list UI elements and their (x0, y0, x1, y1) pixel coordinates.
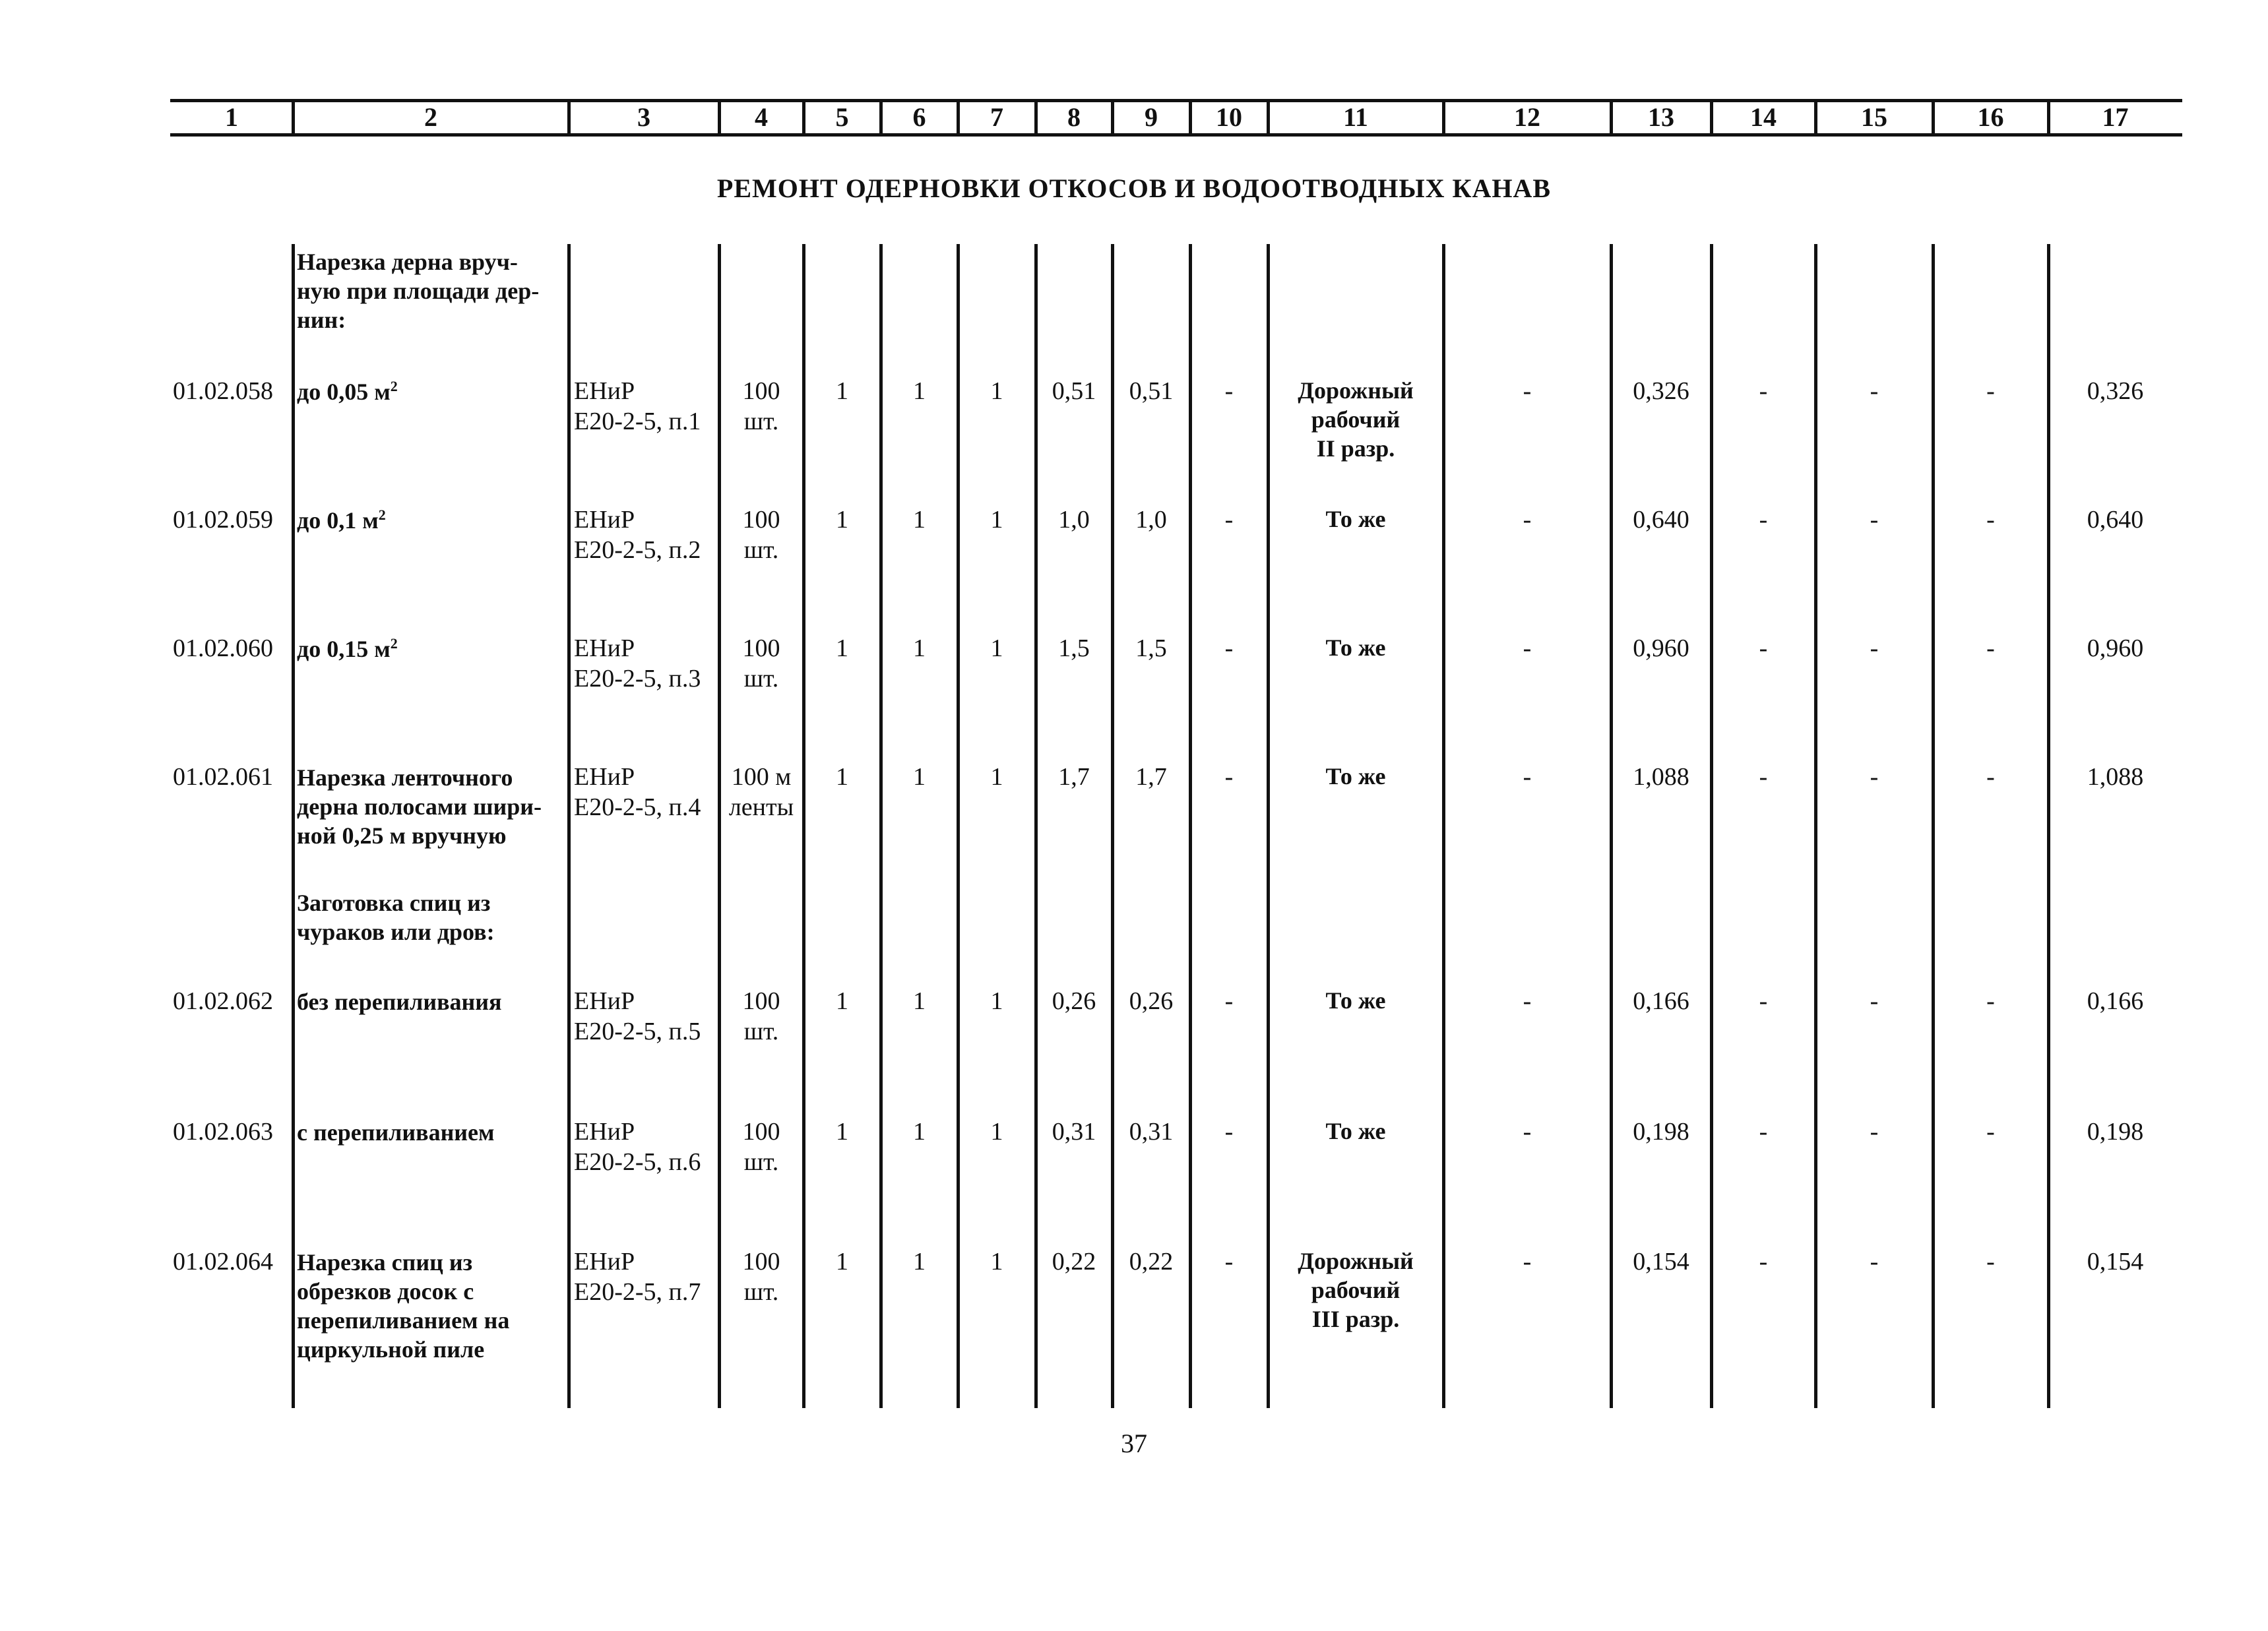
body-column-rule (1189, 244, 1192, 1408)
row-unit: 100 шт. (742, 634, 780, 692)
column-header-15: 15 (1861, 102, 1887, 132)
row-col-12: - (1523, 506, 1532, 534)
row-col-8: 1,5 (1058, 634, 1090, 662)
row-code: 01.02.059 (173, 506, 273, 534)
row-norm-reference: ЕНиР Е20-2-5, п.3 (574, 634, 701, 692)
row-description: Нарезка ленточного дерна полосами шири- ной 0,25 м вручную (297, 764, 542, 849)
row-col-12: - (1523, 377, 1532, 405)
row-unit: 100 шт. (742, 1118, 780, 1176)
row-col-15: - (1870, 634, 1879, 662)
row-col-6: 1 (913, 987, 926, 1015)
header-column-rule (879, 99, 883, 137)
row-col-8: 0,22 (1052, 1248, 1096, 1276)
row-col-17: 0,960 (2087, 634, 2144, 662)
row-col-5: 1 (836, 377, 848, 405)
header-column-rule (1932, 99, 1935, 137)
row-description: с перепиливанием (297, 1119, 495, 1146)
row-description: до 0,15 $м^2$ (297, 635, 398, 662)
row-col-8: 0,31 (1052, 1118, 1096, 1146)
body-column-rule (2047, 244, 2050, 1408)
superscript: 2 (378, 507, 386, 523)
row-col-10: - (1224, 763, 1234, 791)
section-title: РЕМОНТ ОДЕРНОВКИ ОТКОСОВ И ВОДООТВОДНЫХ КАНАВ (716, 173, 1552, 203)
row-col-12: - (1523, 1248, 1532, 1276)
row-norm-reference: ЕНиР Е20-2-5, п.5 (574, 987, 701, 1045)
row-col-10: - (1224, 1248, 1234, 1276)
row-col-16: - (1986, 506, 1995, 534)
header-column-rule (1442, 99, 1445, 137)
row-col-17: 0,326 (2087, 377, 2144, 405)
row-col-15: - (1870, 377, 1879, 405)
header-column-rule (957, 99, 960, 137)
row-col-14: - (1759, 634, 1768, 662)
header-column-rule (1710, 99, 1713, 137)
row-col-5: 1 (836, 1248, 848, 1276)
row-col-17: 1,088 (2087, 763, 2144, 791)
row-col-8: 1,7 (1058, 763, 1090, 791)
row-col-13: 0,154 (1633, 1248, 1689, 1276)
header-column-rule (567, 99, 571, 137)
header-column-rule (1189, 99, 1192, 137)
row-col-17: 0,154 (2087, 1248, 2144, 1276)
row-unit: 100 шт. (742, 377, 780, 435)
row-col-17: 0,640 (2087, 506, 2144, 534)
row-col-10: - (1224, 987, 1234, 1015)
row-col-11: Дорожный рабочий II разр. (1298, 377, 1414, 462)
column-header-5: 5 (835, 102, 849, 132)
row-col-14: - (1759, 987, 1768, 1015)
row-col-8: 0,51 (1052, 377, 1096, 405)
row-col-7: 1 (990, 763, 1003, 791)
row-col-9: 1,7 (1135, 763, 1167, 791)
row-col-10: - (1224, 377, 1234, 405)
column-header-6: 6 (912, 102, 926, 132)
row-col-9: 0,31 (1129, 1118, 1174, 1146)
column-header-2: 2 (424, 102, 437, 132)
row-col-12: - (1523, 763, 1532, 791)
group-heading: Нарезка дерна вруч- ную при площади дер- нин: (297, 249, 540, 333)
row-col-13: 0,198 (1633, 1118, 1689, 1146)
row-col-13: 0,640 (1633, 506, 1689, 534)
row-description: Нарезка спиц из обрезков досок с перепиливанием на циркульной пиле (297, 1249, 510, 1363)
column-header-10: 10 (1216, 102, 1242, 132)
row-col-14: - (1759, 1118, 1768, 1146)
header-column-rule (2047, 99, 2050, 137)
row-col-16: - (1986, 763, 1995, 791)
superscript: 2 (390, 635, 398, 652)
row-col-15: - (1870, 987, 1879, 1015)
row-unit: 100 шт. (742, 506, 780, 564)
body-column-rule (1034, 244, 1038, 1408)
column-header-9: 9 (1145, 102, 1158, 132)
row-col-11: То же (1325, 763, 1386, 789)
row-col-16: - (1986, 1248, 1995, 1276)
body-column-rule (1710, 244, 1713, 1408)
row-col-9: 1,0 (1135, 506, 1167, 534)
row-norm-reference: ЕНиР Е20-2-5, п.7 (574, 1248, 701, 1306)
body-column-rule (1111, 244, 1114, 1408)
row-norm-reference: ЕНиР Е20-2-5, п.2 (574, 506, 701, 564)
row-col-7: 1 (990, 1248, 1003, 1276)
column-header-3: 3 (637, 102, 650, 132)
header-column-rule (802, 99, 805, 137)
row-col-6: 1 (913, 634, 926, 662)
row-col-16: - (1986, 377, 1995, 405)
row-col-17: 0,198 (2087, 1118, 2144, 1146)
row-col-10: - (1224, 634, 1234, 662)
row-description: до 0,05 $м^2$ (297, 378, 398, 405)
header-column-rule (1814, 99, 1817, 137)
body-column-rule (1610, 244, 1613, 1408)
row-col-5: 1 (836, 987, 848, 1015)
row-col-7: 1 (990, 634, 1003, 662)
row-col-14: - (1759, 763, 1768, 791)
body-column-rule (879, 244, 883, 1408)
row-unit: 100 шт. (742, 1248, 780, 1306)
header-column-rule (718, 99, 721, 137)
row-col-6: 1 (913, 1248, 926, 1276)
row-col-13: 0,960 (1633, 634, 1689, 662)
row-col-14: - (1759, 1248, 1768, 1276)
row-description: без перепиливания (297, 989, 502, 1015)
row-norm-reference: ЕНиР Е20-2-5, п.6 (574, 1118, 701, 1176)
row-col-10: - (1224, 1118, 1234, 1146)
column-header-16: 16 (1977, 102, 2004, 132)
column-header-8: 8 (1067, 102, 1081, 132)
row-norm-reference: ЕНиР Е20-2-5, п.4 (574, 763, 701, 821)
header-column-rule (1610, 99, 1613, 137)
row-col-6: 1 (913, 506, 926, 534)
row-col-8: 0,26 (1052, 987, 1096, 1015)
body-column-rule (1814, 244, 1817, 1408)
header-column-rule (1267, 99, 1270, 137)
column-header-13: 13 (1648, 102, 1674, 132)
column-header-12: 12 (1514, 102, 1540, 132)
row-code: 01.02.064 (173, 1248, 273, 1276)
superscript: 2 (390, 378, 398, 394)
row-col-6: 1 (913, 763, 926, 791)
row-unit: 100 шт. (742, 987, 780, 1045)
header-column-rule (292, 99, 295, 137)
body-column-rule (567, 244, 571, 1408)
row-col-15: - (1870, 1118, 1879, 1146)
row-col-11: То же (1325, 987, 1386, 1014)
column-header-4: 4 (755, 102, 768, 132)
header-column-rule (1034, 99, 1038, 137)
row-col-11: То же (1325, 1118, 1386, 1144)
row-col-12: - (1523, 987, 1532, 1015)
row-col-9: 0,22 (1129, 1248, 1174, 1276)
row-col-16: - (1986, 1118, 1995, 1146)
row-col-15: - (1870, 763, 1879, 791)
column-header-7: 7 (990, 102, 1003, 132)
row-code: 01.02.063 (173, 1118, 273, 1146)
row-col-7: 1 (990, 506, 1003, 534)
row-col-7: 1 (990, 987, 1003, 1015)
row-col-6: 1 (913, 1118, 926, 1146)
row-col-10: - (1224, 506, 1234, 534)
body-column-rule (1932, 244, 1935, 1408)
row-col-11: То же (1325, 634, 1386, 661)
page-number: 37 (1121, 1429, 1147, 1458)
row-col-9: 0,51 (1129, 377, 1174, 405)
row-col-16: - (1986, 987, 1995, 1015)
row-col-6: 1 (913, 377, 926, 405)
row-col-5: 1 (836, 1118, 848, 1146)
row-col-14: - (1759, 506, 1768, 534)
row-col-12: - (1523, 634, 1532, 662)
row-col-5: 1 (836, 506, 848, 534)
row-col-9: 0,26 (1129, 987, 1174, 1015)
body-column-rule (957, 244, 960, 1408)
row-col-15: - (1870, 1248, 1879, 1276)
row-col-7: 1 (990, 1118, 1003, 1146)
body-column-rule (292, 244, 295, 1408)
row-col-11: Дорожный рабочий III разр. (1298, 1248, 1414, 1332)
column-header-17: 17 (2102, 102, 2129, 132)
row-col-16: - (1986, 634, 1995, 662)
row-col-14: - (1759, 377, 1768, 405)
row-col-9: 1,5 (1135, 634, 1167, 662)
row-col-7: 1 (990, 377, 1003, 405)
row-col-8: 1,0 (1058, 506, 1090, 534)
row-col-13: 1,088 (1633, 763, 1689, 791)
row-code: 01.02.060 (173, 634, 273, 662)
column-header-1: 1 (225, 102, 238, 132)
row-col-11: То же (1325, 506, 1386, 532)
row-col-15: - (1870, 506, 1879, 534)
row-code: 01.02.062 (173, 987, 273, 1015)
row-unit: 100 м ленты (728, 763, 794, 821)
group-heading: Заготовка спиц из чураков или дров: (297, 890, 495, 945)
row-col-17: 0,166 (2087, 987, 2144, 1015)
row-col-5: 1 (836, 634, 848, 662)
row-col-12: - (1523, 1118, 1532, 1146)
row-norm-reference: ЕНиР Е20-2-5, п.1 (574, 377, 701, 435)
row-code: 01.02.058 (173, 377, 273, 405)
row-col-5: 1 (836, 763, 848, 791)
row-col-13: 0,326 (1633, 377, 1689, 405)
column-header-14: 14 (1750, 102, 1777, 132)
row-description: до 0,1 $м^2$ (297, 507, 386, 534)
row-col-13: 0,166 (1633, 987, 1689, 1015)
row-code: 01.02.061 (173, 763, 273, 791)
column-header-11: 11 (1343, 102, 1368, 132)
header-column-rule (1111, 99, 1114, 137)
